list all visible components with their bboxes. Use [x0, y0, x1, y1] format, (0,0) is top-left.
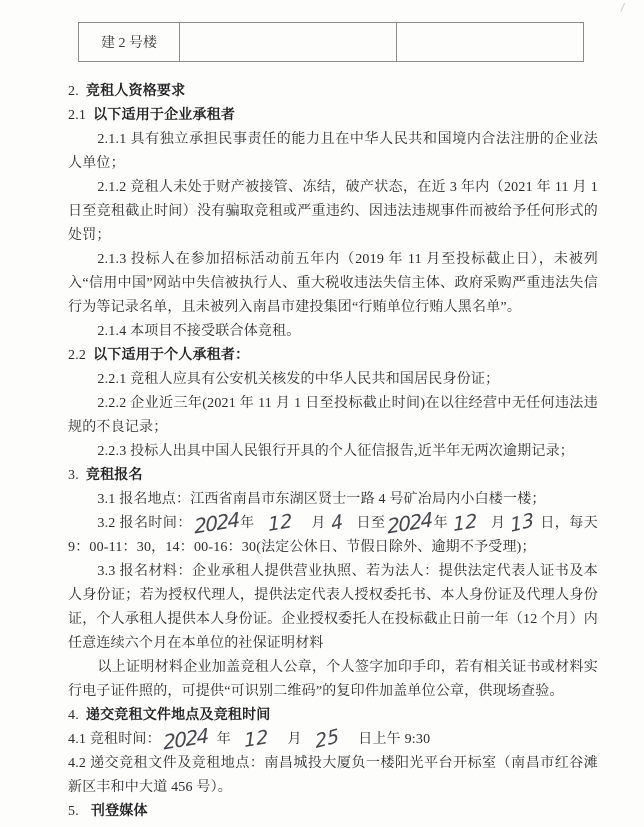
year-label: 年	[216, 732, 231, 747]
clause-2-2-3: 2.2.3 投标人出具中国人民银行开具的个人征信报告,近半年无两次逾期记录；	[97, 444, 574, 459]
section-3-heading	[68, 464, 598, 488]
handwritten-bid-year: 2024	[162, 723, 209, 755]
section-2-title: 竞租人资格要求	[85, 84, 186, 99]
section-2-2-title: 以下适用于个人承租者：	[93, 348, 250, 363]
section-2-1-number: 2.1	[68, 108, 87, 123]
table-cell-building-name: 建 2 号楼	[79, 23, 180, 62]
table-row	[79, 23, 584, 62]
handwritten-bid-month: 12	[243, 726, 269, 752]
year-label: 年	[239, 516, 255, 531]
section-2-1-title: 以下适用于企业承租者	[93, 108, 236, 123]
building-table	[78, 22, 584, 62]
clause-4-1-suffix: 日上午 9:30	[358, 732, 431, 747]
section-5-heading	[68, 800, 598, 824]
section-4-number: 4.	[68, 708, 79, 723]
clause-3-3-note: 以上证明材料企业加盖竞租人公章，个人签字加印手印，若有相关证书或材料实行电子证件照的，可提供“可识别二维码”的复印件加盖单位公章，供现场查验。	[68, 660, 598, 699]
handwritten-end-month: 12	[452, 510, 479, 536]
document-body	[68, 80, 598, 824]
table-cell-empty-2	[397, 23, 584, 62]
section-4-heading	[68, 704, 598, 728]
clause-4-2: 4.2 递交竞租文件及竞租地点：南昌城投大厦负一楼阳光平台开标室（南昌市红谷滩新区丰和中大道 456 号）。	[68, 756, 598, 795]
section-2-number: 2.	[68, 84, 79, 99]
handwritten-bid-day: 25	[313, 724, 341, 754]
handwritten-start-year: 2024	[193, 507, 240, 539]
clause-2-1-4: 2.1.4 本项目不接受联合体竞租。	[97, 324, 301, 339]
section-2-2-number: 2.2	[68, 348, 87, 363]
section-2-1-heading	[68, 104, 598, 128]
section-3-title: 竞租报名	[85, 468, 143, 483]
scan-artifact	[620, 3, 629, 14]
clause-2-1-2: 2.1.2 竞租人未处于财产被接管、冻结，破产状态，在近 3 年内（2021 年 11 月 1 日至竞租截止时间）没有骗取竞租或严重违约、因违法违规事件而被给予任何形式的处罚；	[68, 180, 598, 243]
handwritten-start-day: 4	[329, 510, 345, 536]
handwritten-end-day: 13	[509, 508, 536, 538]
clause-3-1: 3.1 报名地点：江西省南昌市东湖区贤士一路 4 号矿冶局内小白楼一楼；	[97, 492, 546, 507]
clause-2-2-1: 2.2.1 竞租人应具有公安机关核发的中华人民共和国居民身份证；	[97, 372, 500, 387]
section-4-title: 递交竞租文件地点及竞租时间	[85, 708, 271, 723]
clause-3-2-suffix: 日，每天 9：00-11：30，14：00-16：30(法定公休日、节假日除外、逾期不予受理)；	[68, 516, 598, 555]
to-label: 日至	[356, 516, 386, 531]
section-5-number: 5.	[68, 804, 79, 819]
year-label: 年	[433, 516, 449, 531]
month-label: 月	[311, 516, 326, 531]
table-cell-empty-1	[180, 23, 397, 62]
clause-3-3: 3.3 报名材料：企业承租人提供营业执照、若为法人：提供法定代表人证书及本人身份证；若为授权代理人，提供法定代表人授权委托书、本人身份证及代理人身份证，个人承租人提供本人身份证。企业授权委托人在投标截止日前一年（12 个月）内任意连续六个月在本单位的社保证明材料	[68, 564, 598, 651]
clause-4-1-prefix: 4.1 竞租时间：	[68, 732, 161, 747]
section-2-heading	[68, 80, 598, 104]
clause-2-1-1: 2.1.1 具有独立承担民事责任的能力且在中华人民共和国境内合法注册的企业法人单位；	[68, 132, 598, 171]
clause-2-1-3: 2.1.3 投标人在参加招标活动前五年内（2019 年 11 月至投标截止日），未被列入“信用中国”网站中失信被执行人、重大税收违法失信主体、政府采购严重违法失信行为等记录名单，且未被列入南昌市建投集团“行贿单位行贿人黑名单”。	[68, 252, 598, 315]
section-3-number: 3.	[68, 468, 79, 483]
handwritten-end-year: 2024	[387, 507, 433, 539]
clause-4-1	[68, 723, 598, 755]
section-2-2-heading	[68, 344, 598, 368]
clause-3-2	[68, 507, 598, 560]
handwritten-start-month: 12	[267, 510, 293, 536]
section-5-title: 刊登媒体	[90, 804, 148, 819]
clause-2-2-2: 2.2.2 企业近三年(2021 年 11 月 1 日至投标截止时间)在以往经营中无任何违法违规的不良记录；	[68, 396, 598, 435]
month-label: 月	[490, 516, 506, 531]
month-label: 月	[287, 732, 302, 747]
clause-3-2-prefix: 3.2 报名时间：	[97, 516, 192, 531]
